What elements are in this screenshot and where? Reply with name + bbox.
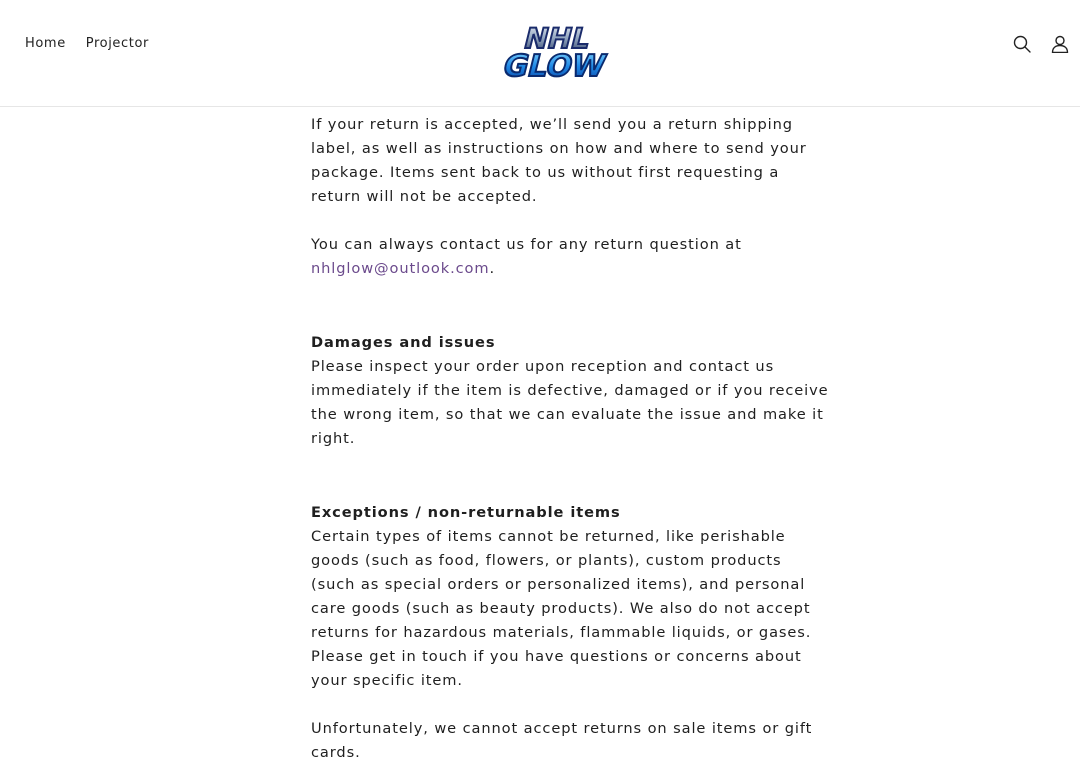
email-link[interactable]: nhlglow@outlook.com [311, 260, 490, 277]
logo-line1: NHL [520, 22, 594, 55]
nhl-glow-logo [500, 18, 630, 82]
sale-items-paragraph: Unfortunately, we cannot accept returns on sale items or gift cards. [311, 720, 813, 761]
user-icon [1051, 35, 1069, 53]
exceptions-heading: Exceptions / non-returnable items [311, 504, 621, 521]
search-icon [1013, 35, 1031, 53]
contact-suffix: . [489, 260, 496, 277]
damages-paragraph: Please inspect your order upon reception and contact us immediately if the item is defective, damaged or if you receive the wrong item, so that we can evaluate the issue and make it right. [311, 358, 829, 447]
site-logo[interactable] [500, 18, 630, 82]
account-button[interactable] [1050, 34, 1070, 54]
logo-line2: GLOW [500, 49, 610, 82]
nav-home-link[interactable]: Home [25, 36, 66, 51]
contact-paragraph [311, 233, 831, 281]
exceptions-paragraph: Certain types of items cannot be returned, like perishable goods (such as food, flowers, or plants), custom products (such as special orders or personalized items), and personal care goods (such as beauty products). We also do not accept returns for hazardous materials, flammable liquids, or gases. Please get in touch if you have questions or concerns about your specific item. [311, 528, 812, 689]
main-nav [25, 36, 149, 51]
damages-heading: Damages and issues [311, 334, 496, 351]
contact-text: You can always contact us for any return question at [311, 236, 742, 253]
header-icons [1012, 34, 1070, 54]
search-button[interactable] [1012, 34, 1032, 54]
policy-content [311, 113, 831, 765]
site-header [0, 0, 1080, 107]
nav-projector-link[interactable]: Projector [85, 36, 149, 51]
return-accepted-paragraph: If your return is accepted, we’ll send you a return shipping label, as well as instructions on how and where to send your package. Items sent back to us without first requesting a return will not be accepted. [311, 116, 807, 205]
